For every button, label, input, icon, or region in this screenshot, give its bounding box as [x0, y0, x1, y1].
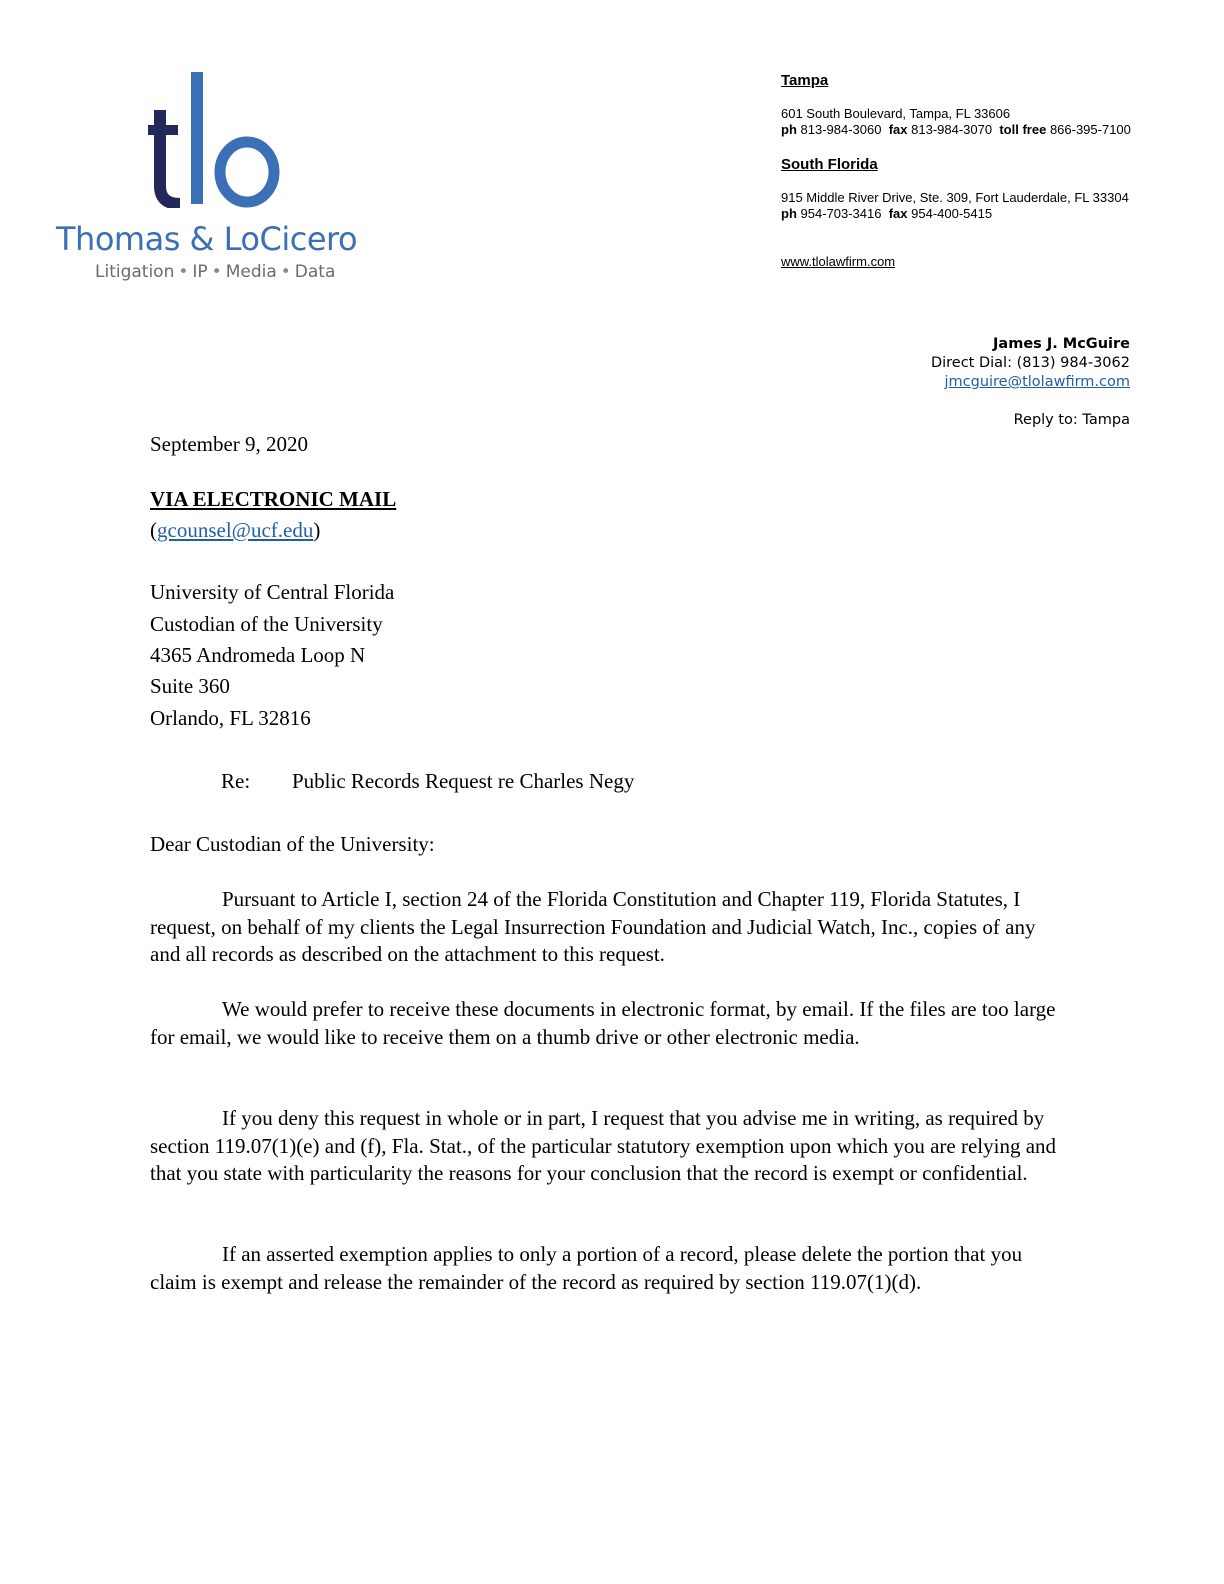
delivery-email-line: (gcounsel@ucf.edu)	[150, 518, 321, 542]
recipient-line: Suite 360	[150, 674, 230, 698]
recipient-line: University of Central Florida	[150, 580, 395, 604]
body-paragraph: If an asserted exemption applies to only a portion of a record, please delete the portion that you claim is exempt and release the remainder of the record as required by section 119.07(1)(d).	[150, 1242, 1023, 1294]
office-name-south-florida: South Florida	[781, 156, 878, 173]
office-phones-tampa: ph 813-984-3060 fax 813-984-3070 toll free 866-395-7100	[781, 122, 1131, 137]
website-link[interactable]: www.tlolawfirm.com	[781, 254, 896, 269]
firm-tagline: Litigation • IP • Media • Data	[95, 262, 336, 282]
logo-letters-text: tlo	[148, 68, 150, 69]
salutation: Dear Custodian of the University:	[150, 832, 435, 856]
tagline-item: Media	[225, 262, 277, 282]
recipient-line: Custodian of the University	[150, 612, 383, 636]
delivery-email-link[interactable]: gcounsel@ucf.edu	[157, 518, 314, 542]
office-address-tampa: 601 South Boulevard, Tampa, FL 33606	[781, 106, 1011, 121]
body-paragraph: If you deny this request in whole or in part, I request that you advise me in writing, as required by section 119.07(1)(e) and (f), Fla. Stat., of the particular statutory exemption upon which you are relying and that you state with particularity the reasons for your conclusion that the record is exempt or confidential.	[150, 1106, 1057, 1185]
reply-to: Reply to: Tampa	[1013, 412, 1130, 428]
firm-name: Thomas & LoCicero	[56, 220, 358, 258]
office-name-tampa: Tampa	[781, 72, 829, 89]
body-paragraph: We would prefer to receive these documents in electronic format, by email. If the files are too large for email, we would like to receive them on a thumb drive or other electronic media.	[150, 997, 1056, 1049]
recipient-line: 4365 Andromeda Loop N	[150, 643, 366, 667]
logo-letter-t	[160, 110, 180, 204]
recipient-line: Orlando, FL 32816	[150, 706, 311, 730]
sender-email-link[interactable]: jmcguire@tlolawfirm.com	[944, 374, 1130, 390]
delivery-method: VIA ELECTRONIC MAIL	[150, 487, 397, 511]
tlo-logo	[148, 68, 288, 208]
re-subject: Public Records Request re Charles Negy	[292, 769, 635, 793]
logo-letter-l	[191, 72, 203, 204]
office-phones-south-florida: ph 954-703-3416 fax 954-400-5415	[781, 206, 993, 221]
re-label: Re:	[221, 769, 251, 793]
sender-direct-dial: Direct Dial: (813) 984-3062	[930, 355, 1130, 371]
logo-letter-o	[220, 142, 274, 202]
tagline-item: Litigation	[95, 262, 175, 282]
tagline-item: Data	[294, 262, 336, 282]
tagline-item: IP	[192, 262, 208, 282]
sender-name: James J. McGuire	[993, 336, 1130, 352]
body-paragraph: Pursuant to Article I, section 24 of the Florida Constitution and Chapter 119, Florida Statutes, I request, on behalf of my clients the Legal Insurrection Foundation and Judicial Watch, Inc., copies of any and all records as described on the attachment to this request.	[150, 887, 1036, 966]
office-address-south-florida: 915 Middle River Drive, Ste. 309, Fort Lauderdale, FL 33304	[781, 190, 1129, 205]
letter-date: September 9, 2020	[150, 432, 309, 456]
